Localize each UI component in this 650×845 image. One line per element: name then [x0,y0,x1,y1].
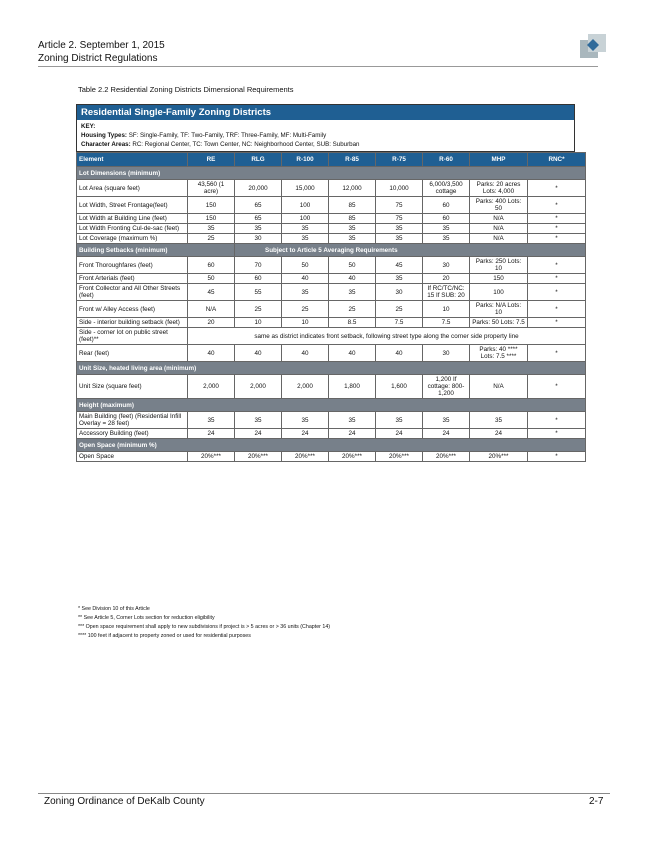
table-key [76,120,575,152]
section-header-row [77,244,586,257]
footer-title: Zoning Ordinance of DeKalb County [44,796,205,807]
table-row [77,284,586,301]
table-cell: 1,600 [376,375,423,399]
row-label: Lot Width Fronting Cul-de-sac (feet) [77,224,188,234]
table-cell: 40 [329,345,376,362]
table-cell: 60 [423,197,470,214]
table-cell: 15,000 [282,180,329,197]
row-label: Accessory Building (feet) [77,429,188,439]
table-cell: 85 [329,214,376,224]
zoning-table-container [76,104,575,462]
table-cell: 20%*** [376,452,423,462]
table-row [77,345,586,362]
table-cell: 45 [376,257,423,274]
table-cell: 43,560 (1 acre) [188,180,235,197]
table-cell: 60 [423,214,470,224]
column-header: Element [77,153,188,167]
footnote: * See Division 10 of this Article [78,606,150,612]
table-cell: 24 [376,429,423,439]
table-cell: 35 [329,224,376,234]
spanning-cell: same as district indicates front setback, following street type along the corner side property line [188,328,586,345]
row-label: Front Arterials (feet) [77,274,188,284]
table-cell: 35 [376,274,423,284]
table-cell: 75 [376,214,423,224]
page-header [38,39,606,65]
table-row [77,214,586,224]
table-row [77,429,586,439]
table-cell: 40 [235,345,282,362]
table-cell: 24 [329,429,376,439]
table-cell: 10,000 [376,180,423,197]
table-cell: 35 [329,284,376,301]
page-number: 2-7 [589,796,604,807]
table-cell: 30 [423,257,470,274]
table-cell: 150 [470,274,528,284]
row-label: Lot Coverage (maximum %) [77,234,188,244]
footnote: ** See Article 5, Corner Lots section for reduction eligibility [78,615,215,621]
row-label: Side - interior building setback (feet) [77,318,188,328]
table-cell: 24 [235,429,282,439]
table-row [77,180,586,197]
character-areas-label: Character Areas: [81,141,131,148]
table-cell: N/A [470,375,528,399]
table-cell: 45 [188,284,235,301]
row-label: Lot Width at Building Line (feet) [77,214,188,224]
table-cell: 2,000 [188,375,235,399]
table-cell: 40 [329,274,376,284]
table-cell: N/A [188,301,235,318]
table-cell: * [528,180,586,197]
table-row [77,412,586,429]
logo-icon [578,32,608,62]
table-cell: 35 [423,224,470,234]
table-cell: 30 [376,284,423,301]
section-title: Open Space (minimum %) [77,439,586,452]
table-cell: 70 [235,257,282,274]
table-cell: 50 [329,257,376,274]
table-cell: 20,000 [235,180,282,197]
table-cell: Parks: 250 Lots: 10 [470,257,528,274]
table-caption: Table 2.2 Residential Zoning Districts Dimensional Requirements [78,85,294,94]
article-heading: Article 2. September 1, 2015 [38,40,165,51]
table-cell: 30 [423,345,470,362]
row-label: Lot Area (square feet) [77,180,188,197]
table-cell: 100 [470,284,528,301]
character-areas-text: RC: Regional Center, TC: Town Center, NC: Neighborhood Center, SUB: Suburban [132,141,360,148]
key-label: KEY: [81,123,96,130]
table-cell: 25 [376,301,423,318]
table-cell: 65 [235,197,282,214]
table-header-row [77,153,586,167]
table-cell: * [528,197,586,214]
dimensional-requirements-table [76,152,586,462]
row-label: Main Building (feet) (Residential Infill Overlay = 28 feet) [77,412,188,429]
row-label: Front w/ Alley Access (feet) [77,301,188,318]
table-cell: 35 [282,224,329,234]
table-cell: 1,200 If cottage: 800-1,200 [423,375,470,399]
footnotes [78,605,330,641]
section-title: Lot Dimensions (minimum) [77,167,586,180]
table-cell: 7.5 [376,318,423,328]
table-cell: 50 [282,257,329,274]
table-cell: 35 [282,412,329,429]
table-cell: 60 [235,274,282,284]
table-cell: 20 [188,318,235,328]
table-cell: 10 [235,318,282,328]
table-cell: 35 [282,234,329,244]
table-cell: 35 [235,224,282,234]
column-header: R-75 [376,153,423,167]
table-cell: 35 [235,412,282,429]
table-cell: 40 [188,345,235,362]
table-cell: 25 [188,234,235,244]
footnote: *** Open space requirement shall apply to new subdivisions if project is > 5 acres or > 36 units (Chapter 14) [78,624,331,630]
table-cell: 2,000 [282,375,329,399]
table-cell: 35 [376,224,423,234]
table-cell: N/A [470,234,528,244]
table-cell: * [528,234,586,244]
column-header: R-85 [329,153,376,167]
table-cell: 10 [423,301,470,318]
column-header: RNC* [528,153,586,167]
table-cell: 30 [235,234,282,244]
table-cell: * [528,412,586,429]
housing-types-text: SF: Single-Family, TF: Two-Family, TRF: Three-Family, MF: Multi-Family [128,132,327,139]
table-row [77,452,586,462]
table-cell: * [528,429,586,439]
table-cell: 35 [423,234,470,244]
table-cell: 100 [282,197,329,214]
table-cell: 20%*** [470,452,528,462]
section-heading: Zoning District Regulations [38,53,158,64]
row-label: Front Collector and All Other Streets (feet) [77,284,188,301]
table-cell: 35 [329,412,376,429]
table-cell: * [528,284,586,301]
table-cell: 40 [376,345,423,362]
table-row [77,234,586,244]
table-cell: 25 [282,301,329,318]
section-header-row [77,439,586,452]
section-header-row [77,362,586,375]
table-cell: 1,800 [329,375,376,399]
row-label: Rear (feet) [77,345,188,362]
table-cell: 100 [282,214,329,224]
table-cell: 24 [470,429,528,439]
section-title: Building Setbacks (minimum) [77,244,235,257]
table-cell: 20%*** [235,452,282,462]
table-row [77,224,586,234]
table-cell: 150 [188,214,235,224]
table-cell: 35 [188,412,235,429]
table-cell: 20%*** [188,452,235,462]
column-header: R-60 [423,153,470,167]
column-header: R-100 [282,153,329,167]
table-cell: 40 [282,274,329,284]
header-divider [38,66,598,67]
section-header-row [77,399,586,412]
table-cell: * [528,318,586,328]
table-cell: 6,000/3,500 cottage [423,180,470,197]
table-cell: 150 [188,197,235,214]
footer-divider [38,793,610,794]
table-cell: 35 [470,412,528,429]
table-cell: Parks: N/A Lots: 10 [470,301,528,318]
table-cell: 24 [282,429,329,439]
table-cell: * [528,257,586,274]
table-row [77,274,586,284]
section-title: Height (maximum) [77,399,586,412]
table-body [77,167,586,462]
table-cell: * [528,274,586,284]
table-cell: 10 [282,318,329,328]
footnote: **** 100 feet if adjacent to property zoned or used for residential purposes [78,633,251,639]
table-cell: 65 [235,214,282,224]
table-cell: 55 [235,284,282,301]
table-cell: 20%*** [329,452,376,462]
table-cell: 35 [329,234,376,244]
table-cell: 35 [188,224,235,234]
table-row [77,197,586,214]
table-cell: 24 [188,429,235,439]
table-cell: Parks: 40 **** Lots: 7.5 **** [470,345,528,362]
row-label: Front Thoroughfares (feet) [77,257,188,274]
table-cell: 35 [423,412,470,429]
table-cell: 35 [282,284,329,301]
column-header: RE [188,153,235,167]
column-header: RLG [235,153,282,167]
table-cell: N/A [470,224,528,234]
table-cell: 25 [329,301,376,318]
table-row [77,328,586,345]
table-row [77,301,586,318]
table-cell: 2,000 [235,375,282,399]
table-cell: * [528,345,586,362]
table-cell: * [528,375,586,399]
table-cell: 50 [188,274,235,284]
table-row [77,318,586,328]
table-cell: Parks: 400 Lots: 50 [470,197,528,214]
housing-types-label: Housing Types: [81,132,127,139]
table-cell: * [528,452,586,462]
table-cell: * [528,214,586,224]
table-cell: 20%*** [423,452,470,462]
row-label: Lot Width, Street Frontage(feet) [77,197,188,214]
table-row [77,375,586,399]
table-cell: 12,000 [329,180,376,197]
table-cell: 20%*** [282,452,329,462]
table-cell: Parks: 50 Lots: 7.5 [470,318,528,328]
section-header-row [77,167,586,180]
table-cell: 8.5 [329,318,376,328]
table-cell: 40 [282,345,329,362]
table-cell: 75 [376,197,423,214]
table-cell: 25 [235,301,282,318]
table-cell: If RC/TC/NC: 15 If SUB: 20 [423,284,470,301]
row-label: Side - corner lot on public street (feet)** [77,328,188,345]
table-title: Residential Single-Family Zoning Districts [76,104,575,120]
table-cell: 24 [423,429,470,439]
table-cell: 7.5 [423,318,470,328]
row-label: Unit Size (square feet) [77,375,188,399]
table-cell: 20 [423,274,470,284]
table-cell: 35 [376,412,423,429]
table-cell: 35 [376,234,423,244]
table-cell: Parks: 20 acres Lots: 4,000 [470,180,528,197]
table-cell: N/A [470,214,528,224]
column-header: MHP [470,153,528,167]
table-row [77,257,586,274]
row-label: Open Space [77,452,188,462]
table-cell: * [528,301,586,318]
section-title: Unit Size, heated living area (minimum) [77,362,586,375]
table-cell: * [528,224,586,234]
table-cell: 60 [188,257,235,274]
table-cell: 85 [329,197,376,214]
section-note: Subject to Article 5 Averaging Requirements [235,244,586,257]
